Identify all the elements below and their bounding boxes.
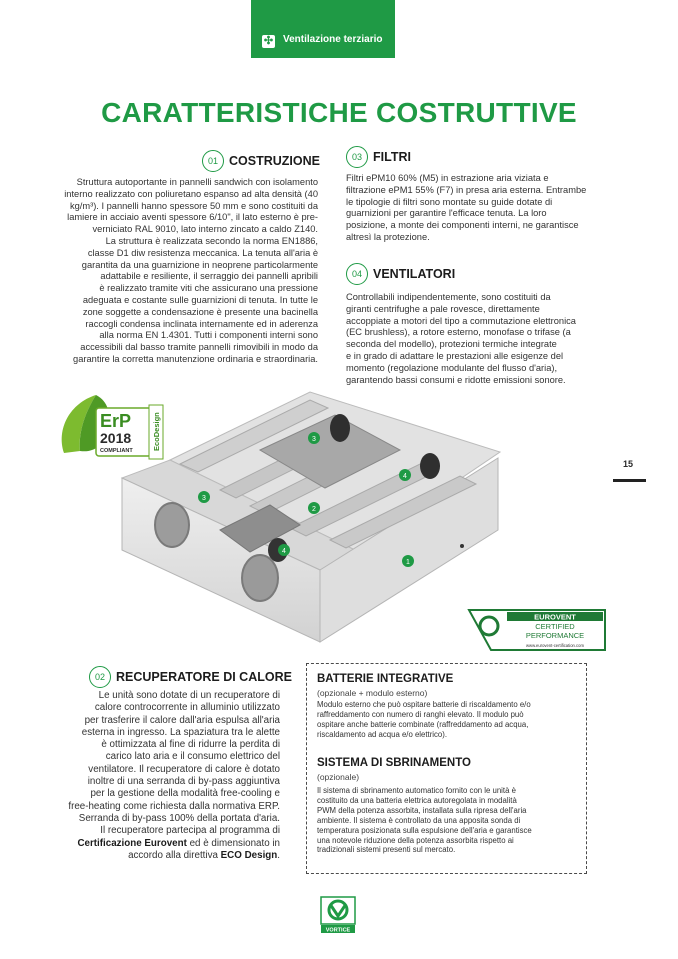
section-title: VENTILATORI: [373, 267, 456, 281]
svg-text:3: 3: [202, 495, 206, 502]
eurovent-line1: EUROVENT: [534, 612, 576, 622]
text-line: lamiere in acciaio aventi spessore 6/10", il lato esterno è pre-: [67, 212, 318, 223]
batterie-subtitle: (opzionale + modulo esterno): [317, 688, 428, 698]
erp-ecodesign: EcoDesign: [152, 412, 161, 451]
text-line: Controllabili indipendentemente, sono costituiti da: [346, 292, 551, 302]
sbrinamento-text: [317, 786, 577, 855]
text-line: le tipologie di filtri sono montate su guide dotate di: [346, 196, 553, 207]
vortice-wordmark: VORTICE: [325, 927, 351, 934]
access-screw: [460, 544, 464, 548]
section-number-badge: 01: [202, 150, 224, 172]
text-line: e in grado di adattare le prestazioni alle esigenze del: [346, 350, 564, 361]
text-line: garantita da una guarnizione in neoprene particolarmente: [81, 259, 318, 270]
text-line: esterna in ingresso. La spaziatura tra le alette: [81, 726, 280, 738]
text-line: classe D1 diw resistenza meccanica. La tenuta all'aria è: [87, 247, 318, 258]
text-fragment: .: [277, 849, 280, 861]
sbrinamento-subtitle: (opzionale): [317, 772, 360, 782]
section-tab-label: Ventilazione terziario: [283, 34, 383, 45]
text-line: [40, 850, 280, 862]
diagram-marker-3: [198, 491, 210, 503]
text-line: costituito da una batteria elettrica autoregolata in modalità: [317, 795, 517, 805]
text-line: PWM della potenza assorbita, installata sulla ripresa dell'aria: [317, 805, 527, 815]
section-title: FILTRI: [373, 150, 411, 164]
fan-icon: [330, 414, 350, 442]
text-line: ospitare anche batterie combinate (raffreddamento ad acqua,: [317, 719, 529, 729]
section-heading-costruzione: [202, 150, 320, 172]
text-line: giranti centrifughe a pale rovesce, direttamente: [346, 303, 540, 314]
text-line: verniciato RAL 9010, lato interno zincato a caldo Z140.: [92, 224, 318, 235]
section-title: COSTRUZIONE: [229, 154, 320, 168]
svg-text:3: 3: [312, 436, 316, 443]
fan-icon: ✣: [263, 35, 274, 47]
diagram-marker-4: [278, 544, 290, 556]
section-number-badge: 03: [346, 146, 368, 168]
text-line: riscaldamento ad acqua e/o elettrico).: [317, 729, 448, 739]
text-line: zone soggette a condensazione è presente una bacinella: [82, 306, 318, 317]
text-line: è realizzato tramite viti che assicurano una pressione: [99, 283, 318, 294]
section-number-badge: 04: [346, 263, 368, 285]
text-line: adattabile e resiliente, il serraggio dei pannelli apribili: [100, 271, 318, 282]
text-fragment: accordo alla direttiva: [128, 849, 221, 861]
section-heading-recuperatore: [89, 666, 292, 688]
costruzione-text: [28, 177, 318, 366]
text-line: ambiente. Il sistema è controllato da una apposita sonda di: [317, 815, 521, 825]
text-line: è ottimizzata al fine di ridurre la perdita di: [101, 739, 280, 751]
section-heading-ventilatori: [346, 263, 455, 285]
text-line: Modulo esterno che può ospitare batterie di riscaldamento e/o: [317, 700, 531, 709]
erp-compliant: COMPLIANT: [100, 448, 133, 454]
svg-text:2: 2: [312, 506, 316, 513]
text-line: raccogli condensa inclinata internamente ed in aderenza: [85, 318, 318, 329]
svg-text:4: 4: [282, 548, 286, 555]
recuperatore-text: [40, 690, 280, 862]
text-line: Le unità sono dotate di un recuperatore di: [98, 690, 280, 701]
text-line: raffreddamento con numero di ranghi elevato. Il modulo può: [317, 709, 524, 719]
text-fragment: ed è dimensionato in: [186, 837, 280, 849]
text-line: altresì la protezione.: [346, 231, 430, 242]
text-line: per la gestione della modalità free-cooling e: [90, 788, 280, 800]
text-line: seconda del modello), protezioni termiche integrate: [346, 339, 557, 350]
page-title: CARATTERISTICHE COSTRUTTIVE: [101, 97, 577, 128]
batterie-text: [317, 700, 577, 740]
text-line: inoltre di una serranda di by-pass aggiuntiva: [87, 776, 280, 788]
text-line: interno realizzato con poliuretano espanso ad alta densità (40: [64, 188, 318, 199]
text-line: Struttura autoportante in pannelli sandwich con isolamento: [76, 177, 318, 187]
text-line: alla norma EN 1.4301. Tutti i componenti interni sono: [99, 330, 318, 341]
svg-text:1: 1: [406, 559, 410, 566]
diagram-marker-4: [399, 469, 411, 481]
filtri-text: [346, 173, 606, 244]
diagram-marker-2: [308, 502, 320, 514]
text-line: La struttura è realizzata secondo la norma EN1886,: [105, 235, 318, 246]
section-title: RECUPERATORE DI CALORE: [116, 670, 292, 684]
section-number-badge: 02: [89, 666, 111, 688]
certificazione-eurovent-bold: Certificazione Eurovent: [77, 837, 187, 849]
text-line: garantendo bassi consumi e ridotte emissioni sonore.: [346, 374, 566, 385]
text-line: free-heating come richiesta dalla normativa ERP.: [68, 800, 280, 812]
batterie-title: BATTERIE INTEGRATIVE: [317, 673, 454, 685]
page-number: 15: [623, 459, 634, 469]
text-line: per trasferire il calore dall'aria espulsa all'aria: [84, 714, 280, 726]
text-line: accoppiate a motori del tipo a commutazione elettronica: [346, 315, 576, 326]
text-line: temperatura posizionata sulla espulsione dell'aria e garantisce: [317, 825, 532, 835]
eurovent-url: www.eurovent-certification.com: [526, 643, 584, 648]
text-line: calore controcorrente in alluminio utilizzato: [94, 702, 280, 714]
text-line: filtrazione ePM1 55% (F7) in presa aria esterna. Entrambe: [346, 184, 587, 195]
eurovent-certified-badge: [467, 608, 607, 652]
text-line: garantire la corretta manutenzione ordinaria e straordinaria.: [73, 353, 318, 364]
text-line: Filtri ePM10 60% (M5) in estrazione aria viziata e: [346, 173, 549, 183]
ventilatori-text: [346, 292, 611, 386]
duct-opening: [242, 555, 278, 601]
text-line: adeguata e costante sulle guarnizioni di tenuta. In tutte le: [82, 294, 318, 305]
erp-year: 2018: [100, 430, 132, 446]
section-tab: [251, 0, 395, 58]
page-number-rule: [613, 479, 646, 482]
text-line: tradizionali sistemi presenti sul mercato.: [317, 845, 456, 855]
text-line: Il sistema di sbrinamento automatico fornito con le unità è: [317, 786, 516, 795]
text-line: Il recuperatore partecipa al programma di: [100, 825, 280, 837]
text-line: guarnizioni per garantire l'efficace tenuta. La loro: [346, 208, 547, 219]
sbrinamento-title: SISTEMA DI SBRINAMENTO: [317, 757, 471, 769]
optional-modules-box: [306, 663, 587, 874]
text-line: carico lato aria e il consumo elettrico del: [105, 751, 280, 763]
duct-opening: [155, 503, 189, 547]
text-line: Serranda di by-pass 100% della portata d'aria.: [78, 812, 280, 824]
text-line: kg/m³). I pannelli hanno spessore 50 mm e sono costituiti da: [69, 200, 318, 211]
diagram-marker-3: [308, 432, 320, 444]
section-heading-filtri: [346, 146, 411, 168]
text-line: una notevole riduzione della potenza assorbita rispetto ai: [317, 835, 514, 845]
text-line: posizione, a monte dei componenti interni, ne garantisce: [346, 220, 579, 231]
text-line: [40, 838, 280, 850]
eco-design-bold: ECO Design: [220, 849, 278, 861]
unit-illustration: [100, 380, 530, 650]
text-line: momento (regolazione modulante del flusso d'aria),: [346, 362, 558, 373]
text-line: ventilatore. Il recuperatore di calore è dotato: [88, 763, 280, 775]
svg-text:4: 4: [403, 473, 407, 480]
text-line: (EC brushless), a rotore esterno, monofase o trifase (a: [346, 327, 571, 338]
vortice-logo: [320, 896, 356, 934]
fan-icon: [420, 453, 440, 479]
eurovent-line3: PERFORMANCE: [525, 631, 585, 640]
diagram-marker-1: [402, 555, 414, 567]
eurovent-line2: CERTIFIED: [535, 622, 575, 631]
text-line: accessibili dal basso tramite pannelli rimovibili in modo da: [80, 342, 318, 353]
erp-text: ErP: [100, 411, 132, 431]
